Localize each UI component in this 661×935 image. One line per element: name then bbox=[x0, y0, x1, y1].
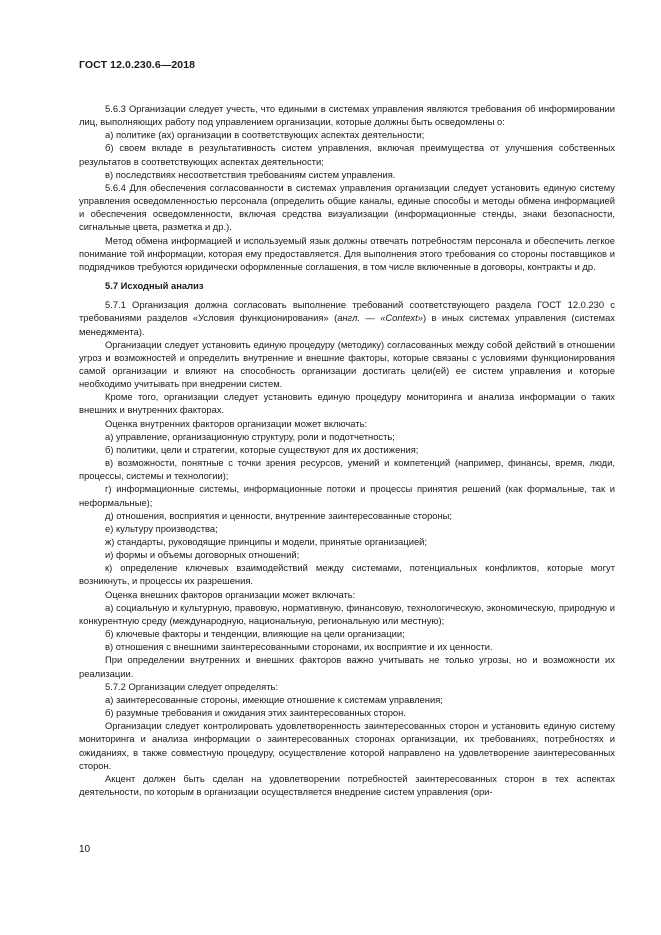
list-item: ж) стандарты, руководящие принципы и модели, принятые организацией; bbox=[105, 536, 428, 547]
paragraph: 5.6.3 Организации следует учесть, что едиными в системах управления являются требования об информировании лиц, выполняющих работу под управлением организации, которые должны быть осведомлены о: bbox=[79, 103, 615, 128]
paragraph: При определении внутренних и внешних факторов важно учитывать не только угрозы, но и возможности их реализации. bbox=[79, 654, 615, 679]
paragraph: Оценка внутренних факторов организации может включать: bbox=[105, 417, 368, 429]
list-item: к) определение ключевых взаимодействий между системами, потенциальных конфликтов, которые могут возникнуть, и процессы их разрешения. bbox=[79, 562, 615, 587]
paragraph-text: 5.7.1 Организация должна согласовать выполнение требований соответствующего раздела ГОСТ 12.0.230 с требованиями разделов «Условия функционирования» ( bbox=[79, 299, 615, 324]
paragraph: 5.6.4 Для обеспечения согласованности в системах управления организации следует установить единую систему управления осведомленностью персонала (определить общие каналы, единые способы и методы обмена информацией и обеспечения осведомленности, включая средства визуализации (информационные стенды, знаки безопасности, сигнальные цвета, разметка и др.). bbox=[79, 181, 615, 233]
section-heading: 5.7 Исходный анализ bbox=[105, 280, 204, 292]
list-item: е) культуру производства; bbox=[105, 522, 218, 534]
list-item: в) последствиях несоответствия требованиям систем управления. bbox=[105, 168, 396, 180]
list-item: и) формы и объемы договорных отношений; bbox=[105, 549, 300, 561]
list-item: а) социальную и культурную, правовую, нормативную, финансовую, технологическую, экономическую, природную и конкурентную среду (международную, национальную, региональную или местную); bbox=[79, 601, 615, 626]
document-body bbox=[79, 102, 615, 798]
document-header: ГОСТ 12.0.230.6—2018 bbox=[79, 59, 196, 71]
list-item: г) информационные системы, информационные потоки и процессы принятия решений (как формальные, так и неформальные); bbox=[79, 483, 615, 508]
paragraph: Акцент должен быть сделан на удовлетворении потребностей заинтересованных сторон в тех аспектах деятельности, по которым в организации осуществляется внедрение систем управления (ори- bbox=[79, 772, 615, 797]
paragraph: Кроме того, организации следует установить единую процедуру мониторинга и анализа информации о таких внешних и внутренних факторах. bbox=[79, 391, 615, 416]
paragraph bbox=[79, 298, 615, 337]
paragraph-text: ) в иных системах управления (системах менеджмента). bbox=[79, 312, 615, 337]
list-item: в) возможности, понятные с точки зрения ресурсов, умений и компетенций (например, финансы, время, люди, процессы, системы и технологии); bbox=[79, 457, 615, 482]
list-item: д) отношения, восприятия и ценности, внутренние заинтересованные стороны; bbox=[105, 509, 453, 521]
list-item: б) ключевые факторы и тенденции, влияющие на цели организации; bbox=[105, 628, 405, 640]
list-item: в) отношения с внешними заинтересованными сторонами, их восприятие и их ценности. bbox=[105, 641, 493, 653]
paragraph: Организации следует установить единую процедуру (методику) согласованных между собой действий в отношении угроз и возможностей и определить внутренние и внешние факторы, которые связаны с условиями функционирования самой организации и влияют на способность организации достигать цели(ей) ее систем управления и которые необходимо учитывать при внедрении систем. bbox=[79, 338, 615, 390]
italic-term: англ. — «Context» bbox=[337, 312, 423, 324]
paragraph: Метод обмена информацией и используемый язык должны отвечать потребностям персонала и обеспечить легкое понимание той информации, которая ему предоставляется. Для выполнения этого требования со стороны поставщиков и подрядчиков требуются юридически оформленные соглашения, в том числе включенные в договоры, контракты и др. bbox=[79, 234, 615, 272]
paragraph: Организации следует контролировать удовлетворенность заинтересованных сторон и установить единую систему мониторинга и анализа информации о заинтересованных сторонах организации, их требованиях, потребностях и ожиданиях, в также совместную процедуру, осуществление которой направлено на удовлетворение заинтересованных сторон. bbox=[79, 720, 615, 771]
list-item: а) заинтересованные стороны, имеющие отношение к системам управления; bbox=[105, 693, 443, 705]
paragraph: 5.7.2 Организации следует определять: bbox=[105, 680, 278, 692]
list-item: б) разумные требования и ожидания этих заинтересованных сторон. bbox=[105, 707, 406, 719]
page-number: 10 bbox=[79, 844, 91, 855]
list-item: б) политики, цели и стратегии, которые существуют для их достижения; bbox=[105, 443, 419, 455]
paragraph: Оценка внешних факторов организации может включать: bbox=[105, 588, 356, 600]
list-item: а) управление, организационную структуру, роли и подотчетность; bbox=[105, 430, 395, 442]
list-item: б) своем вкладе в результативность систем управления, включая преимущества от улучшения собственных результатов в соответствующих аспектах деятельности; bbox=[79, 142, 615, 167]
list-item: а) политике (ах) организации в соответствующих аспектах деятельности; bbox=[105, 129, 425, 141]
